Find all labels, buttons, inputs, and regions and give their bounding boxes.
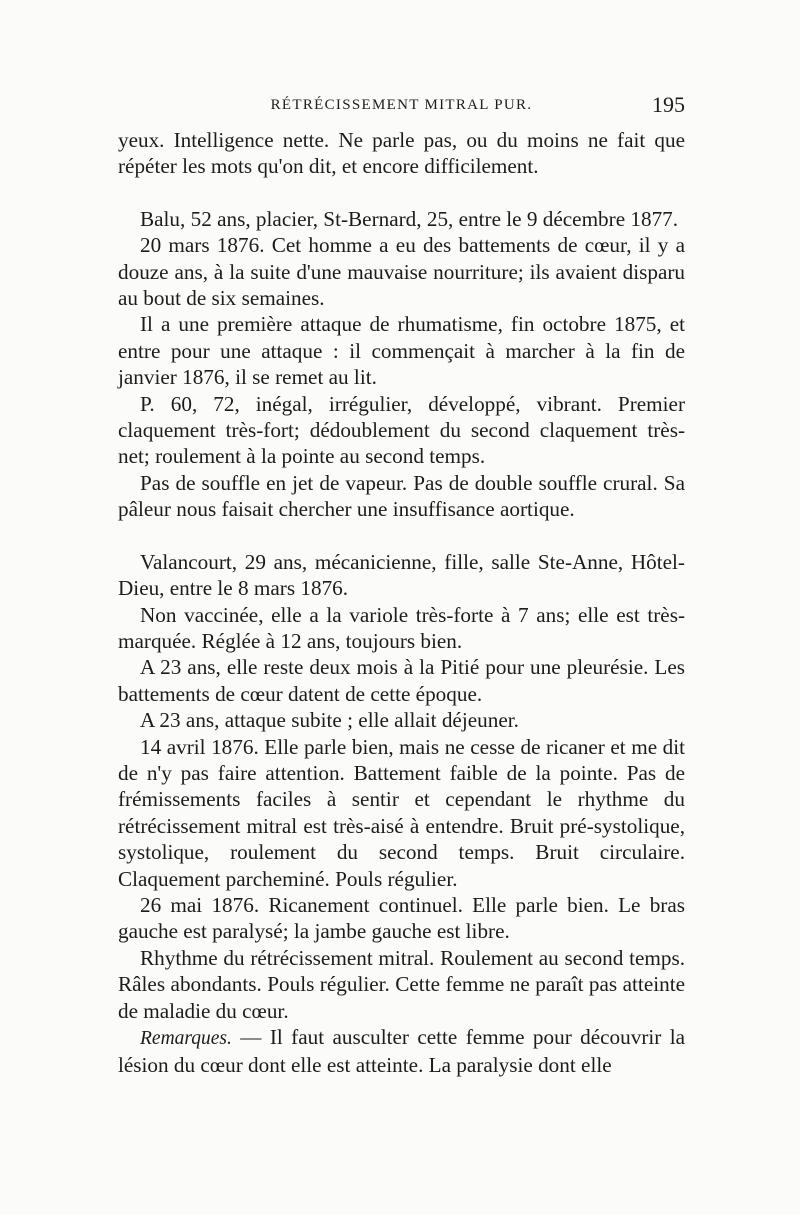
paragraph: 14 avril 1876. Elle parle bien, mais ne cesse de ricaner et me dit de n'y pas faire attention. Battement faible de la pointe. Pas de frémissements faciles à sentir et cependant le rhythme du rétrécissement mitral est très-aisé à entendre. Bruit pré-systolique, systolique, roulement du second temps. Bruit circulaire. Claquement parcheminé. Pouls régulier. bbox=[118, 734, 685, 891]
paragraph: P. 60, 72, inégal, irrégulier, développé, vibrant. Premier claquement très-fort; dédoublement du second claquement très-net; roulement à la pointe au second temps. bbox=[118, 391, 685, 469]
remarks-text: — Il faut ausculter cette femme pour découvrir la lésion du cœur dont elle est atteinte. La paralysie dont elle bbox=[118, 1025, 685, 1078]
case-entry-balu: Balu, 52 ans, placier, St-Bernard, 25, entre le 9 décembre 1877. bbox=[140, 206, 679, 231]
remarks-label: Remarques. bbox=[140, 1028, 232, 1049]
body-text bbox=[118, 127, 685, 1079]
running-title: RÉTRÉCISSEMENT MITRAL PUR. bbox=[270, 97, 533, 113]
case-entry-valancourt: Valancourt, 29 ans, mécanicienne, fille, salle Ste-Anne, Hôtel-Dieu, entre le 8 mars 1876. bbox=[118, 549, 685, 601]
page-number: 195 bbox=[652, 92, 685, 117]
paragraph: Il a une première attaque de rhumatisme, fin octobre 1875, et entre pour une attaque : il commençait à marcher à la fin de janvier 1876, il se remet au lit. bbox=[118, 312, 685, 390]
paragraph: 26 mai 1876. Ricanement continuel. Elle parle bien. Le bras gauche est paralysé; la jambe gauche est libre. bbox=[118, 892, 685, 944]
remarks-paragraph bbox=[118, 1024, 685, 1079]
paragraph-continuation: yeux. Intelligence nette. Ne parle pas, ou du moins ne fait que répéter les mots qu'on dit, et encore difficilement. bbox=[118, 128, 685, 179]
paragraph: Rhythme du rétrécissement mitral. Roulement au second temps. Râles abondants. Pouls régulier. Cette femme ne paraît pas atteinte de maladie du cœur. bbox=[118, 945, 685, 1023]
paragraph: Pas de souffle en jet de vapeur. Pas de double souffle crural. Sa pâleur nous faisait chercher une insuffisance aortique. bbox=[118, 470, 685, 522]
paragraph: A 23 ans, attaque subite ; elle allait déjeuner. bbox=[140, 708, 519, 733]
running-head bbox=[118, 92, 685, 118]
paragraph: A 23 ans, elle reste deux mois à la Pitié pour une pleurésie. Les battements de cœur datent de cette époque. bbox=[118, 655, 685, 706]
paragraph: 20 mars 1876. Cet homme a eu des battements de cœur, il y a douze ans, à la suite d'une mauvaise nourriture; ils avaient disparu au bout de six semaines. bbox=[118, 233, 685, 311]
paragraph: Non vaccinée, elle a la variole très-forte à 7 ans; elle est très-marquée. Réglée à 12 ans, toujours bien. bbox=[118, 602, 685, 653]
